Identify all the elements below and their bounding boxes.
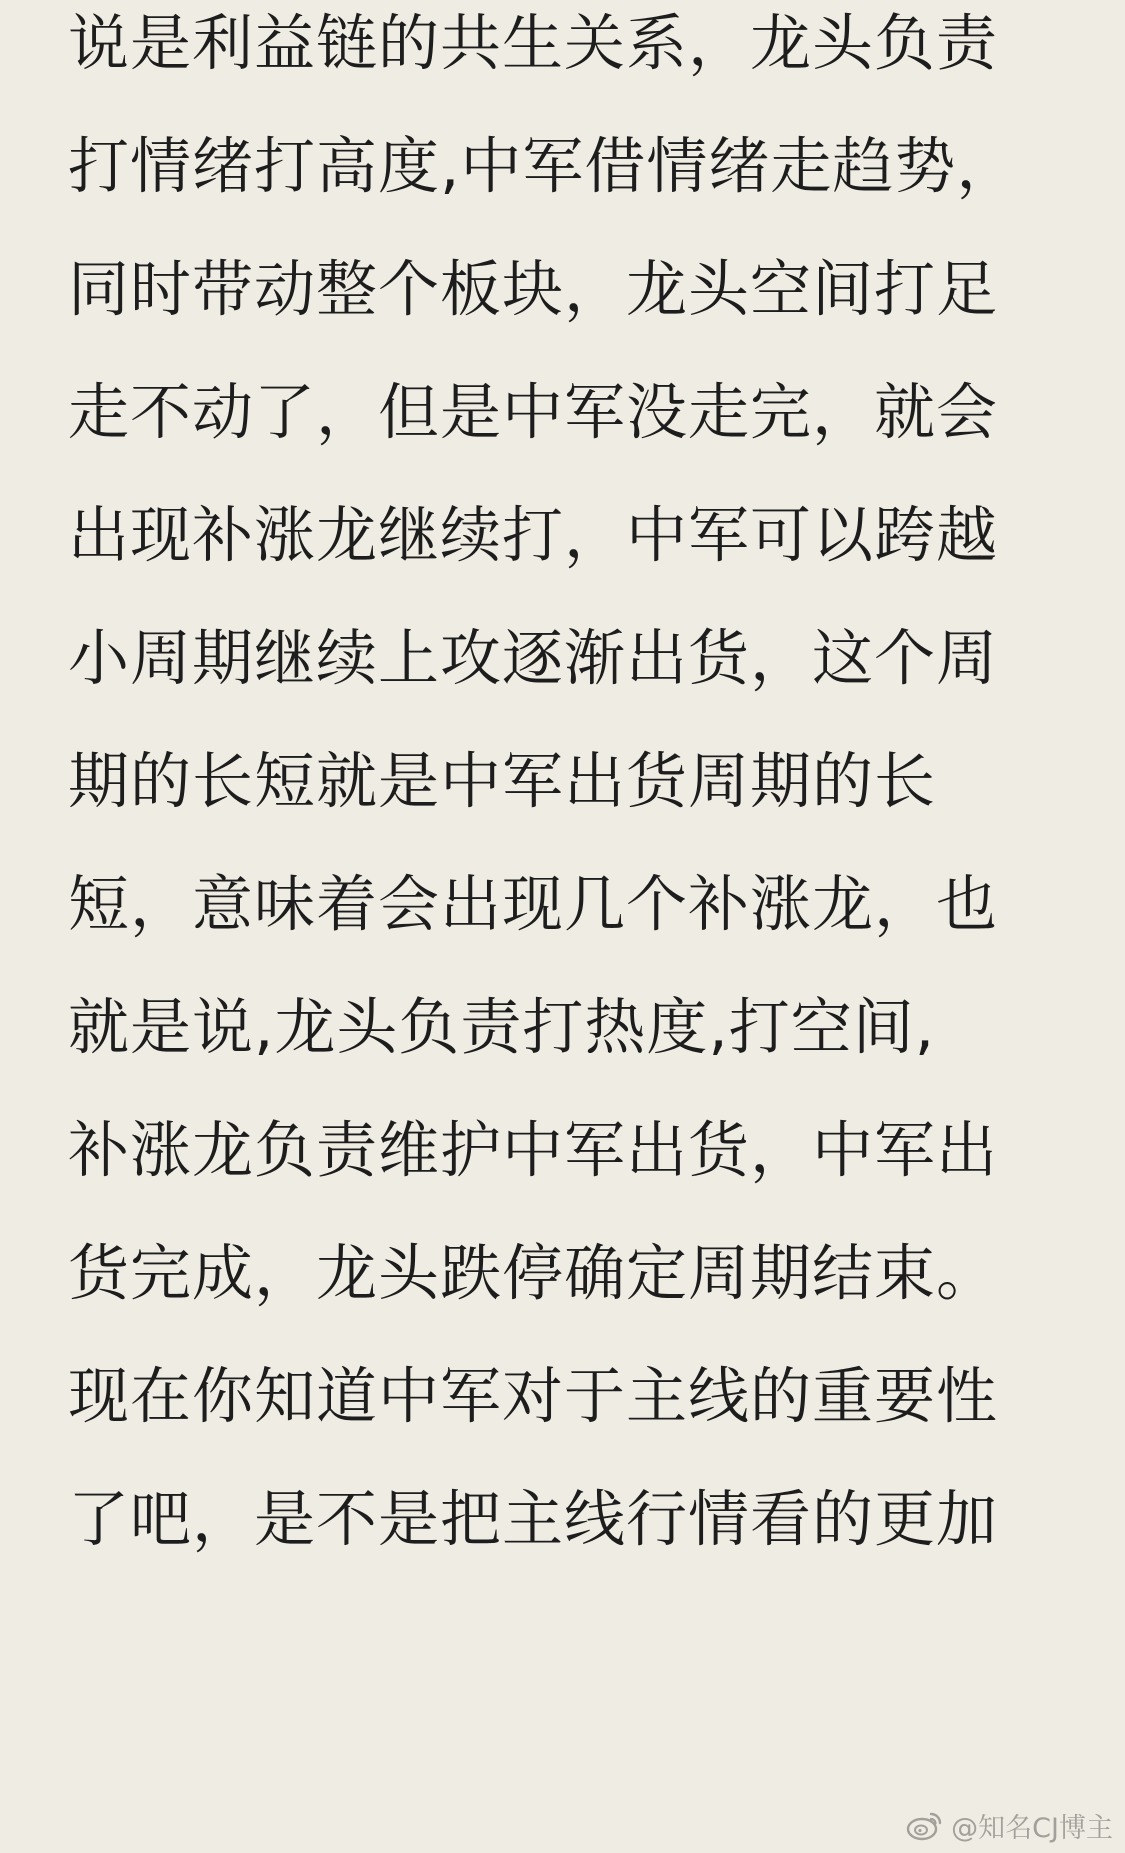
text-line: 出现补涨龙继续打，中军可以跨越 <box>68 500 999 571</box>
text-line: 期的长短就是中军出货周期的长 <box>68 746 937 817</box>
weibo-icon <box>905 1808 945 1842</box>
text-line: 现在你知道中军对于主线的重要性 <box>68 1361 999 1432</box>
text-line: 补涨龙负责维护中军出货，中军出 <box>68 1115 999 1186</box>
text-line: 短，意味着会出现几个补涨龙，也 <box>68 869 999 940</box>
text-line: 小周期继续上攻逐渐出货，这个周 <box>68 623 999 694</box>
text-line: 就是说,龙头负责打热度,打空间, <box>68 992 936 1063</box>
watermark-text: @知名CJ博主 <box>951 1812 1113 1844</box>
text-line: 同时带动整个板块，龙头空间打足 <box>68 254 999 325</box>
text-line: 走不动了，但是中军没走完，就会 <box>68 377 999 448</box>
watermark <box>905 1803 1113 1847</box>
article-body <box>68 0 1068 1853</box>
text-line: 说是利益链的共生关系，龙头负责 <box>68 8 999 79</box>
text-line: 货完成，龙头跌停确定周期结束。 <box>68 1238 999 1309</box>
text-line: 了吧，是不是把主线行情看的更加 <box>68 1484 999 1555</box>
text-line: 打情绪打高度,中军借情绪走趋势， <box>68 131 1019 202</box>
